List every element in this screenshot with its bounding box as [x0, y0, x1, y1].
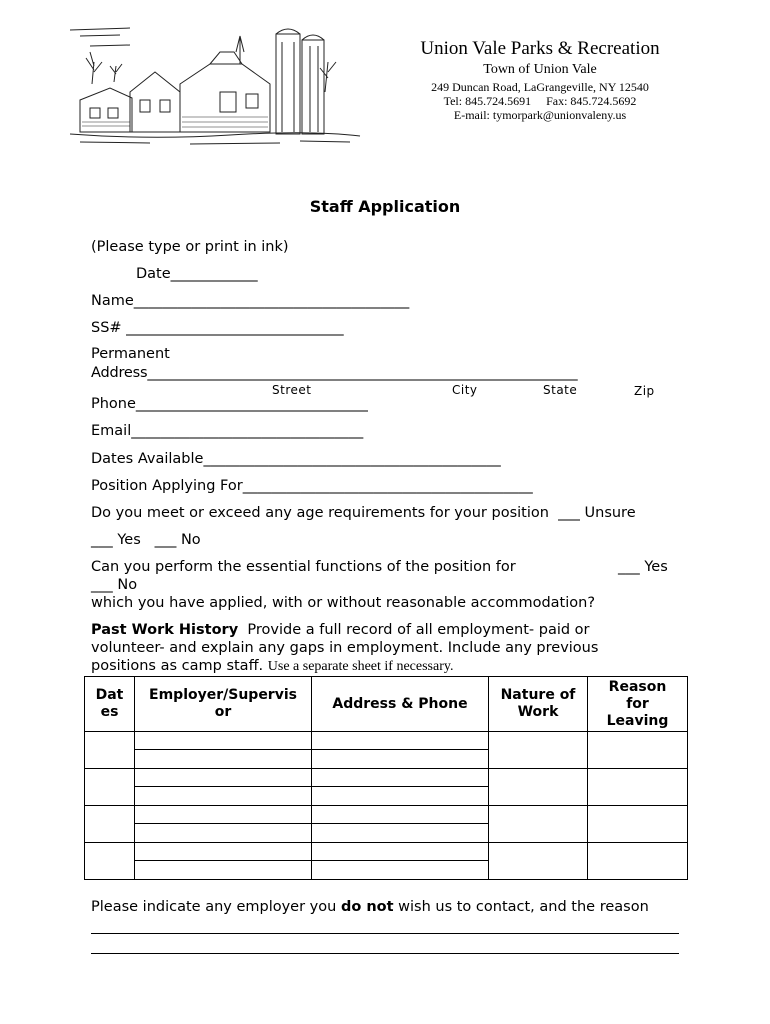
- org-phone-fax: Tel: 845.724.5691 Fax: 845.724.5692: [443, 94, 637, 108]
- functions-question: Can you perform the essential functions of the position for: [91, 559, 516, 575]
- age-options[interactable]: ___ Yes ___ No: [91, 532, 201, 548]
- history-heading: Past Work History: [91, 622, 239, 638]
- table-cell[interactable]: [489, 732, 588, 769]
- functions-yes-option[interactable]: ___ Yes: [618, 559, 668, 575]
- date-field[interactable]: Date____________: [136, 266, 258, 282]
- email-field[interactable]: Email________________________________: [91, 423, 364, 439]
- functions-no-option[interactable]: ___ No: [91, 577, 138, 593]
- contact-text-c: wish us to contact, and the reason: [393, 899, 649, 915]
- town-sketch-illustration: [70, 22, 370, 152]
- contact-text-bold: do not: [340, 899, 394, 915]
- org-town: Town of Union Vale: [483, 62, 597, 77]
- table-cell[interactable]: [135, 769, 312, 806]
- table-cell[interactable]: [489, 843, 588, 880]
- address-field[interactable]: Address_____________________________________________________________: [91, 365, 578, 381]
- table-cell[interactable]: [312, 769, 489, 806]
- history-text3: positions as camp staff.: [91, 658, 268, 674]
- permanent-label: Permanent: [91, 346, 170, 362]
- table-cell[interactable]: [135, 806, 312, 843]
- ssn-field[interactable]: SS# ______________________________: [91, 320, 344, 336]
- contact-text-a: Please indicate any employer you: [91, 899, 341, 915]
- answer-line[interactable]: [91, 953, 679, 954]
- name-field[interactable]: Name______________________________________: [91, 293, 410, 309]
- col-nature-of-work: Nature of Work: [489, 677, 588, 732]
- address-city-label: City: [452, 383, 478, 397]
- table-cell[interactable]: [85, 769, 135, 806]
- table-cell[interactable]: [489, 769, 588, 806]
- table-cell[interactable]: [588, 769, 688, 806]
- phone-field[interactable]: Phone________________________________: [91, 396, 368, 412]
- address-street-label: Street: [272, 383, 312, 397]
- answer-line[interactable]: [91, 933, 679, 934]
- document-title: Staff Application: [309, 197, 461, 216]
- history-intro-line1: [91, 622, 590, 638]
- table-cell[interactable]: [85, 732, 135, 769]
- table-row: [85, 843, 688, 880]
- table-cell[interactable]: [588, 843, 688, 880]
- col-reason-leaving: Reason for Leaving: [588, 677, 688, 732]
- table-cell[interactable]: [312, 843, 489, 880]
- age-question: Do you meet or exceed any age requirements for your position ___ Unsure: [91, 505, 636, 521]
- col-address-phone: Address & Phone: [312, 677, 489, 732]
- table-cell[interactable]: [312, 732, 489, 769]
- table-cell[interactable]: [135, 732, 312, 769]
- address-state-label: State: [543, 383, 578, 397]
- history-text1: Provide a full record of all employment- paid or: [238, 622, 590, 638]
- org-name: Union Vale Parks & Recreation: [420, 38, 660, 59]
- table-cell[interactable]: [85, 806, 135, 843]
- position-field[interactable]: Position Applying For________________________________________: [91, 478, 533, 494]
- org-email: E-mail: tymorpark@unionvaleny.us: [453, 108, 627, 122]
- col-dates: Dat es: [85, 677, 135, 732]
- table-cell[interactable]: [489, 806, 588, 843]
- dates-available-field[interactable]: Dates Available_________________________________________: [91, 451, 501, 467]
- table-cell[interactable]: [135, 843, 312, 880]
- address-zip-label: Zip: [634, 384, 655, 398]
- table-cell[interactable]: [312, 806, 489, 843]
- history-text2: volunteer- and explain any gaps in employment. Include any previous: [91, 640, 599, 656]
- functions-question-cont: which you have applied, with or without reasonable accommodation?: [91, 595, 596, 611]
- table-cell[interactable]: [588, 806, 688, 843]
- org-address: 249 Duncan Road, LaGrangeville, NY 12540: [431, 80, 649, 94]
- table-row: [85, 806, 688, 843]
- col-employer: Employer/Supervis or: [135, 677, 312, 732]
- history-intro-line3: [91, 658, 453, 675]
- table-cell[interactable]: [85, 843, 135, 880]
- table-cell[interactable]: [588, 732, 688, 769]
- table-row: [85, 732, 688, 769]
- work-history-table: [84, 676, 688, 880]
- history-note: Use a separate sheet if necessary.: [267, 659, 454, 674]
- intro-instruction: (Please type or print in ink): [91, 239, 289, 255]
- do-not-contact-question: [91, 899, 649, 915]
- table-row: [85, 769, 688, 806]
